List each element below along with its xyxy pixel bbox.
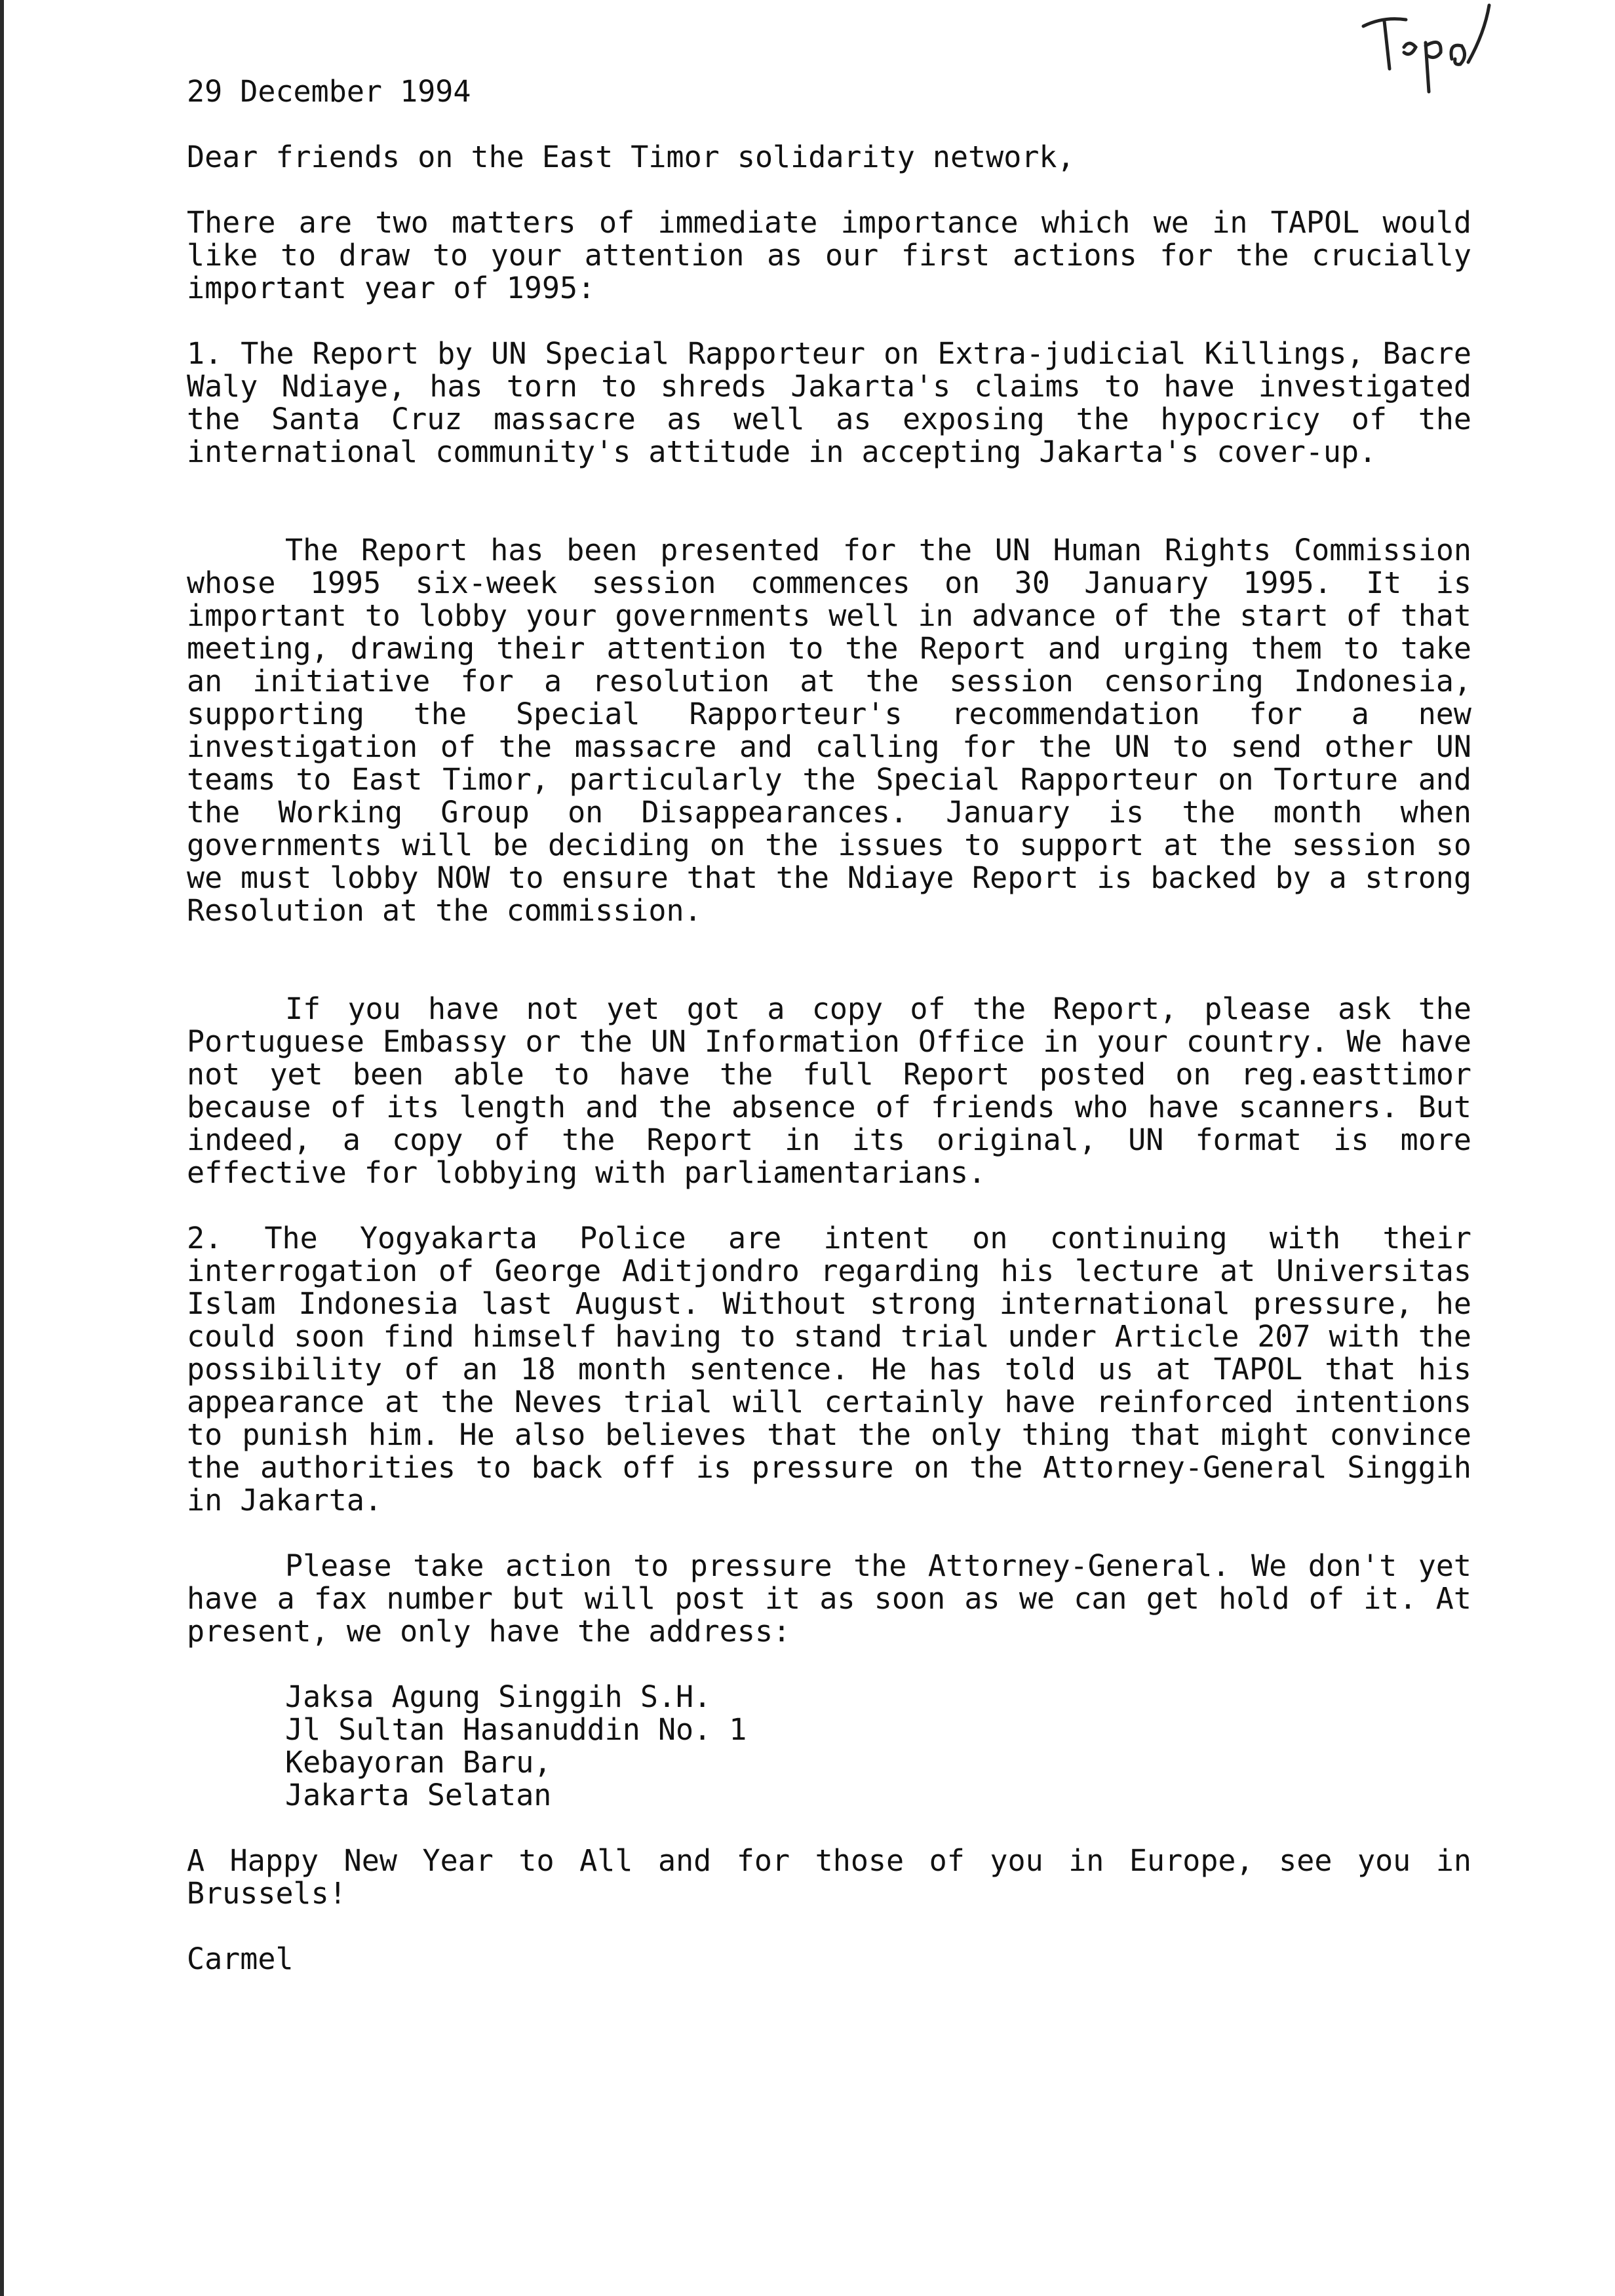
scan-edge	[0, 0, 4, 2296]
letter-date: 29 December 1994	[187, 74, 471, 109]
address-line: Jakarta Selatan	[285, 1778, 552, 1812]
point-1-copy-paragraph: If you have not yet got a copy of the Report, please ask the Portuguese Embassy or the UN Information Office in your country. We have not yet been able to have the full Report posted on reg.easttimor because of its length and the absence of friends who have scanners. But indeed, a copy of the Report in its original, UN format is more effective for lobbying with parliamentarians.	[187, 991, 1471, 1190]
point-2-paragraph: 2. The Yogyakarta Police are intent on continuing with their interrogation of George Aditjondro regarding his lecture at Universitas Islam Indonesia last August. Without strong international pressure, he could soon find himself having to stand trial under Article 207 with the possibility of an 18 month sentence. He has told us at TAPOL that his appearance at the Neves trial will certainly have reinforced intentions to punish him. He also believes that the only thing that might convince the authorities to back off is pressure on the Attorney-General Singgih in Jakarta.	[187, 1221, 1471, 1518]
closing-paragraph: A Happy New Year to All and for those of you in Europe, see you in Brussels!	[187, 1843, 1471, 1911]
address-line: Kebayoran Baru,	[285, 1745, 552, 1780]
address-block	[285, 1681, 747, 1812]
point-2-action-paragraph: Please take action to pressure the Attorney-General. We don't yet have a fax number but will post it as soon as we can get hold of it. At present, we only have the address:	[187, 1548, 1471, 1649]
signature: Carmel	[187, 1942, 294, 1976]
point-1-report-paragraph: The Report has been presented for the UN Human Rights Commission whose 1995 six-week session commences on 30 January 1995. It is important to lobby your governments well in advance of the start of that meeting, drawing their attention to the Report and urging them to take an initiative for a resolution at the session censoring Indonesia, supporting the Special Rapporteur's recommendation for a new investigation of the massacre and calling for the UN to send other UN teams to East Timor, particularly the Special Rapporteur on Torture and the Working Group on Disappearances. January is the month when governments will be deciding on the issues to support at the session so we must lobby NOW to ensure that the Ndiaye Report is backed by a strong Resolution at the commission.	[187, 533, 1471, 928]
point-1-paragraph: 1. The Report by UN Special Rapporteur on Extra-judicial Killings, Bacre Waly Ndiaye, has torn to shreds Jakarta's claims to have investigated the Santa Cruz massacre as well as exposing the hypocricy of the international community's attitude in accepting Jakarta's cover-up.	[187, 336, 1471, 469]
letter-salutation: Dear friends on the East Timor solidarity network,	[187, 140, 1075, 174]
intro-paragraph: There are two matters of immediate importance which we in TAPOL would like to draw to your attention as our first actions for the crucially important year of 1995:	[187, 205, 1471, 305]
address-line: Jaksa Agung Singgih S.H.	[285, 1679, 712, 1714]
address-line: Jl Sultan Hasanuddin No. 1	[285, 1712, 747, 1747]
